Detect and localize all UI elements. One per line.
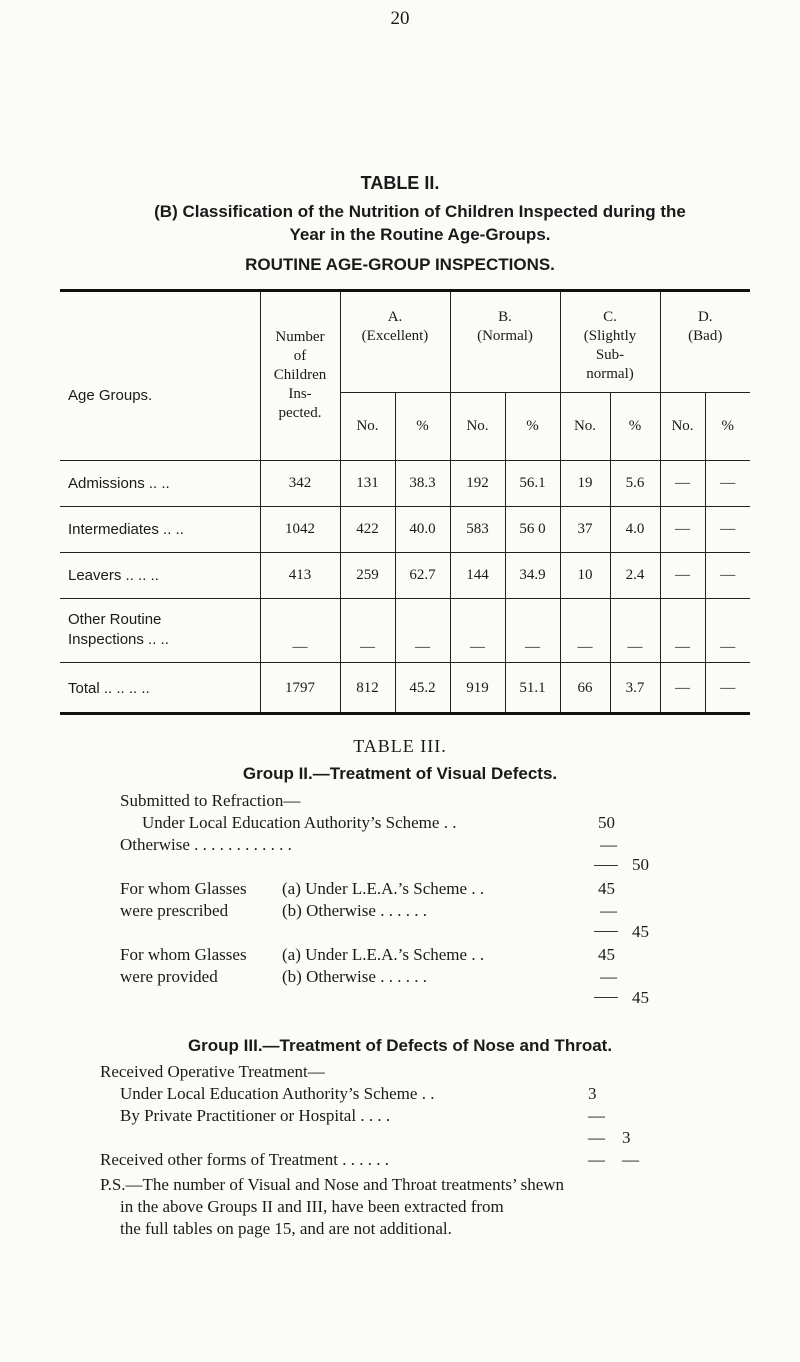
- prescribed-b-value: —: [600, 901, 617, 920]
- table-row: [60, 598, 750, 662]
- other-forms-text: Received other forms of Treatment: [100, 1150, 338, 1169]
- cell-b-no: —: [450, 598, 505, 662]
- cell-c-no: 10: [560, 552, 610, 598]
- cell-d-pct: —: [705, 662, 750, 714]
- g3-private-label: By Private Practitioner or Hospital . . . .: [120, 1106, 391, 1125]
- provided-a-value: 45: [598, 945, 615, 964]
- g3-lea-text: Under Local Education Authority’s Scheme: [120, 1084, 418, 1103]
- cell-d-no: —: [660, 552, 705, 598]
- header-b-line2: (Normal): [477, 328, 533, 344]
- lea-scheme-value: 50: [598, 813, 615, 832]
- other-forms-label: Received other forms of Treatment . . . . . .: [100, 1150, 389, 1169]
- header-number-line1: Number: [275, 329, 325, 346]
- cell-total: 1797: [260, 662, 340, 714]
- glasses-provided-label: [120, 945, 247, 987]
- g3-total-dash: —: [588, 1128, 605, 1147]
- cell-b-no: 192: [450, 460, 505, 506]
- cell-a-pct: —: [395, 598, 450, 662]
- cell-c-no: —: [560, 598, 610, 662]
- cell-c-no: 37: [560, 506, 610, 552]
- table-row-total: [60, 662, 750, 714]
- cell-c-pct: 5.6: [610, 460, 660, 506]
- lea-scheme-label: Under Local Education Authority’s Scheme . .: [142, 813, 457, 832]
- cell-a-no: 131: [340, 460, 395, 506]
- glasses-prescribed-line2: were prescribed: [120, 901, 229, 920]
- submitted-total: 50: [632, 855, 649, 874]
- subtotal-rule: [594, 931, 618, 932]
- group2-heading: Group II.—Treatment of Visual Defects.: [242, 764, 558, 783]
- cell-d-no: —: [660, 506, 705, 552]
- glasses-provided-line1: For whom Glasses: [120, 945, 247, 964]
- prescribed-a-label: (a) Under L.E.A.’s Scheme . .: [282, 879, 485, 898]
- otherwise-value: —: [600, 835, 617, 854]
- cell-a-no: 812: [340, 662, 395, 714]
- header-b-pct: %: [505, 392, 560, 460]
- otherwise-text: Otherwise: [120, 835, 190, 854]
- cell-c-pct: —: [610, 598, 660, 662]
- header-number-line3: Children: [273, 367, 327, 384]
- provided-a-label: (a) Under L.E.A.’s Scheme . .: [282, 945, 485, 964]
- subtotal-rule: [594, 865, 618, 866]
- prescribed-total: 45: [632, 922, 649, 941]
- cell-a-pct: 45.2: [395, 662, 450, 714]
- cell-b-pct: 56 0: [505, 506, 560, 552]
- row-label: Leavers .. .. ..: [60, 552, 260, 598]
- cell-d-no: —: [660, 460, 705, 506]
- cell-c-pct: 3.7: [610, 662, 660, 714]
- header-a-pct: %: [395, 392, 450, 460]
- prescribed-a-value: 45: [598, 879, 615, 898]
- cell-a-pct: 38.3: [395, 460, 450, 506]
- prescribed-a-text: (a) Under L.E.A.’s Scheme: [282, 879, 468, 898]
- g3-lea-value: 3: [588, 1084, 597, 1103]
- glasses-provided-line2: were provided: [120, 967, 218, 986]
- received-operative-label: Received Operative Treatment—: [100, 1062, 325, 1081]
- table2-section-heading: ROUTINE AGE-GROUP INSPECTIONS.: [245, 255, 555, 274]
- cell-total: 413: [260, 552, 340, 598]
- header-c-slightly-subnormal: [560, 292, 660, 392]
- otherwise-label: Otherwise . . . . . . . . . . . .: [120, 835, 292, 854]
- bottom-rule: [60, 712, 750, 715]
- other-forms-value2: —: [622, 1150, 639, 1169]
- g3-total: 3: [622, 1128, 631, 1147]
- page-number: 20: [390, 8, 410, 29]
- ps-note-line2: in the above Groups II and III, have been extracted from: [120, 1197, 504, 1216]
- table2-subtitle-line2: Year in the Routine Age-Groups.: [289, 225, 551, 244]
- cell-b-pct: 34.9: [505, 552, 560, 598]
- header-c-no: No.: [560, 392, 610, 460]
- header-number-line4: Ins-: [288, 386, 312, 403]
- header-c-pct: %: [610, 392, 660, 460]
- cell-b-pct: —: [505, 598, 560, 662]
- header-a-no: No.: [340, 392, 395, 460]
- cell-c-no: 19: [560, 460, 610, 506]
- other-forms-value1: —: [588, 1150, 605, 1169]
- header-number-inspected: [260, 292, 340, 460]
- header-c-line1: C.: [603, 309, 617, 325]
- header-a-excellent: [340, 292, 450, 392]
- g3-private-value: —: [588, 1106, 605, 1125]
- row-label: Total .. .. .. ..: [60, 662, 260, 714]
- provided-b-value: —: [600, 967, 617, 986]
- cell-a-no: 422: [340, 506, 395, 552]
- header-a-line2: (Excellent): [361, 328, 429, 344]
- table2-subtitle-line1: (B) Classification of the Nutrition of Children Inspected during the: [154, 202, 686, 221]
- provided-a-text: (a) Under L.E.A.’s Scheme: [282, 945, 468, 964]
- cell-a-no: 259: [340, 552, 395, 598]
- table-row: [60, 460, 750, 506]
- cell-b-no: 144: [450, 552, 505, 598]
- cell-b-pct: 56.1: [505, 460, 560, 506]
- cell-a-no: —: [340, 598, 395, 662]
- table2-subtitle: [120, 200, 720, 246]
- cell-total: 342: [260, 460, 340, 506]
- header-number-line2: of: [293, 348, 307, 365]
- header-c-line2: (Slightly: [583, 328, 637, 344]
- cell-c-pct: 4.0: [610, 506, 660, 552]
- header-age-groups: Age Groups.: [68, 387, 153, 405]
- header-d-bad: [660, 292, 750, 392]
- g3-private-text: By Private Practitioner or Hospital: [120, 1106, 357, 1125]
- cell-d-pct: —: [705, 506, 750, 552]
- nutrition-table: [60, 292, 750, 714]
- ps-note-line3: the full tables on page 15, and are not additional.: [120, 1219, 452, 1238]
- header-d-line1: D.: [697, 309, 713, 325]
- submitted-label: Submitted to Refraction—: [120, 791, 301, 810]
- header-d-pct: %: [705, 392, 750, 460]
- cell-c-pct: 2.4: [610, 552, 660, 598]
- glasses-prescribed-line1: For whom Glasses: [120, 879, 247, 898]
- cell-c-no: 66: [560, 662, 610, 714]
- cell-d-pct: —: [705, 460, 750, 506]
- prescribed-b-text: (b) Otherwise: [282, 901, 376, 920]
- lea-scheme-text: Under Local Education Authority’s Scheme: [142, 813, 440, 832]
- row-label-line1: Other Routine: [68, 611, 162, 628]
- header-a-line1: A.: [387, 309, 403, 325]
- cell-a-pct: 62.7: [395, 552, 450, 598]
- subtotal-rule: [594, 997, 618, 998]
- cell-d-pct: —: [705, 552, 750, 598]
- header-b-normal: [450, 292, 560, 392]
- table-row: [60, 552, 750, 598]
- ps-note-line1: P.S.—The number of Visual and Nose and Throat treatments’ shewn: [100, 1175, 565, 1194]
- header-c-line3: Sub-: [595, 347, 625, 363]
- row-label: [60, 598, 260, 662]
- cell-b-pct: 51.1: [505, 662, 560, 714]
- header-b-line1: B.: [498, 309, 512, 325]
- prescribed-b-label: (b) Otherwise . . . . . .: [282, 901, 427, 920]
- row-label: Admissions .. ..: [60, 460, 260, 506]
- cell-d-no: —: [660, 598, 705, 662]
- group3-heading: Group III.—Treatment of Defects of Nose and Throat.: [187, 1036, 613, 1055]
- cell-d-no: —: [660, 662, 705, 714]
- g3-lea-label: Under Local Education Authority’s Scheme . .: [120, 1084, 435, 1103]
- glasses-prescribed-label: [120, 879, 247, 921]
- provided-b-text: (b) Otherwise: [282, 967, 376, 986]
- provided-total: 45: [632, 988, 649, 1007]
- cell-total: 1042: [260, 506, 340, 552]
- header-number-line5: pected.: [278, 405, 322, 422]
- table2-title: TABLE II.: [360, 173, 440, 193]
- header-b-no: No.: [450, 392, 505, 460]
- cell-d-pct: —: [705, 598, 750, 662]
- header-d-line2: (Bad): [688, 328, 723, 344]
- cell-b-no: 919: [450, 662, 505, 714]
- table-row: [60, 506, 750, 552]
- table3-title: TABLE III.: [353, 736, 447, 756]
- provided-b-label: (b) Otherwise . . . . . .: [282, 967, 427, 986]
- header-c-line4: normal): [586, 366, 634, 382]
- header-d-no: No.: [660, 392, 705, 460]
- row-label: Intermediates .. ..: [60, 506, 260, 552]
- cell-total: —: [260, 598, 340, 662]
- row-label-line2: Inspections .. ..: [68, 631, 169, 648]
- cell-a-pct: 40.0: [395, 506, 450, 552]
- cell-b-no: 583: [450, 506, 505, 552]
